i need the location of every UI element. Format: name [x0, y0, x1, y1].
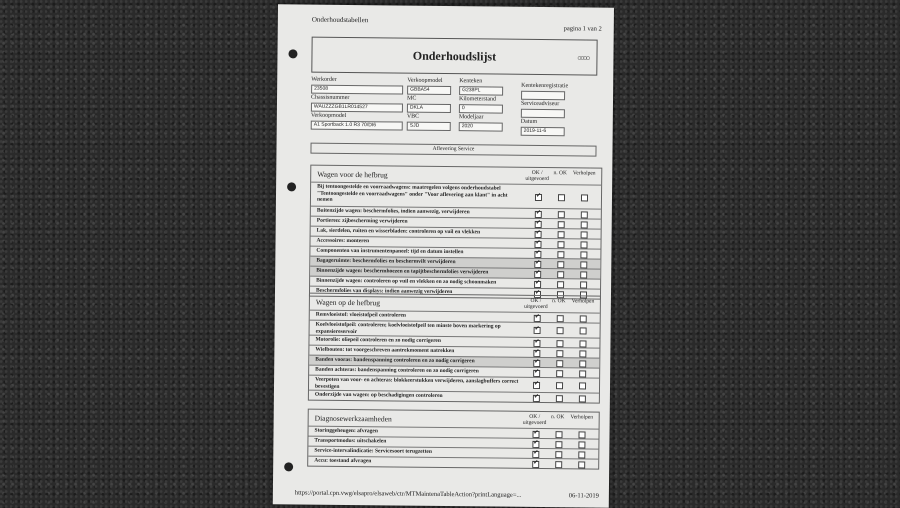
- verholpen-checkbox[interactable]: [579, 360, 586, 367]
- modeljaar-value: 2020: [459, 122, 503, 131]
- checklist-item-label: Veerpoten van voor- en achteras: blokkeerstukken verwijderen, aanslagbuffers correct bevestigen: [314, 376, 519, 390]
- vehicle-info: [310, 76, 595, 135]
- nok-checkbox[interactable]: [557, 281, 564, 288]
- column-header-nok: n. OK: [552, 298, 566, 305]
- ok-checkbox[interactable]: [534, 280, 541, 287]
- checklist-item-label: Buitenzijde wagen: beschermfolies, indien aanwezig, verwijderen: [316, 207, 470, 216]
- ok-checkbox[interactable]: [533, 349, 540, 356]
- column-header-ok: OK / uitgevoerd: [522, 413, 547, 427]
- kenteken-value: G238PL: [459, 86, 503, 95]
- ok-checkbox[interactable]: [532, 440, 539, 447]
- checklist-item-label: Componenten van instrumentenpaneel: tijd en datum instellen: [316, 247, 464, 256]
- vbc-label: VBC: [406, 113, 420, 120]
- adviseur-value: [521, 109, 565, 118]
- section: [307, 409, 600, 470]
- nok-checkbox[interactable]: [556, 370, 563, 377]
- kenteken-label: Kenteken: [459, 78, 483, 85]
- verkoopmodel-label: Verkoopmodel: [310, 112, 347, 119]
- checklist-item-label: Accessoires: monteren: [316, 237, 370, 245]
- checklist-item-label: Portieren: zijbescherming verwijderen: [316, 217, 408, 225]
- column-header-ok: OK / uitgevoerd: [525, 169, 549, 183]
- header-left: Onderhoudstabellen: [311, 15, 369, 25]
- nok-checkbox[interactable]: [555, 451, 562, 458]
- nok-checkbox[interactable]: [558, 231, 565, 238]
- checklist-row: [308, 456, 598, 469]
- column-header-nok: n. OK: [553, 170, 568, 177]
- verholpen-checkbox[interactable]: [579, 350, 586, 357]
- mc-label: MC: [406, 95, 417, 102]
- checklist-item-label: Motorolie: oliepeil controleren en zo nodig corrigeren: [315, 336, 441, 344]
- kentekenreg-value: [521, 91, 565, 100]
- checklist-item-label: Beschermfolies van displays: indien aanwezig verwijderen: [315, 287, 453, 296]
- page-title: Onderhoudslijst: [412, 48, 497, 64]
- ok-checkbox[interactable]: [534, 314, 541, 321]
- section-title: Diagnosewerkzaamheden: [314, 413, 392, 424]
- checklist-item-label: Service-intervalindicatie: Servicesoort terugzetten: [314, 447, 432, 455]
- ok-checkbox[interactable]: [535, 230, 542, 237]
- verholpen-checkbox[interactable]: [578, 451, 585, 458]
- column-header-ok: OK / uitgevoerd: [524, 297, 548, 311]
- verholpen-checkbox[interactable]: [579, 340, 586, 347]
- ok-checkbox[interactable]: [532, 450, 539, 457]
- nok-checkbox[interactable]: [558, 194, 565, 201]
- section: [308, 293, 601, 404]
- nok-checkbox[interactable]: [556, 340, 563, 347]
- km-label: Kilometerstand: [458, 96, 497, 103]
- ok-checkbox[interactable]: [532, 430, 539, 437]
- ok-checkbox[interactable]: [534, 240, 541, 247]
- verholpen-checkbox[interactable]: [578, 441, 585, 448]
- ok-checkbox[interactable]: [534, 260, 541, 267]
- title-box: [311, 37, 597, 76]
- nok-checkbox[interactable]: [558, 221, 565, 228]
- section-title: Wagen op de hefbrug: [315, 297, 381, 308]
- verholpen-checkbox[interactable]: [581, 211, 588, 218]
- checklist-item-label: Lak, sierdelen, ruiten en wisserbladen: controleren op vuil en vlekken: [316, 227, 481, 236]
- column-header-nok: n. OK: [550, 414, 565, 421]
- checklist-row: [311, 182, 601, 209]
- verholpen-checkbox[interactable]: [581, 194, 588, 201]
- verholpen-checkbox[interactable]: [580, 271, 587, 278]
- chassis-label: Chassisnummer: [311, 94, 350, 101]
- checklist-item-label: Onderzijde van wagen: op beschadigingen controleren: [314, 391, 443, 399]
- kentekenreg-label: Kentekenregistratie: [521, 82, 569, 90]
- column-header-verholpen: Verholpen: [570, 414, 594, 421]
- page-number: pagina 1 van 2: [563, 25, 602, 33]
- nok-checkbox[interactable]: [557, 251, 564, 258]
- verkoopmodel-code-value: GBBA54: [407, 86, 451, 95]
- ok-checkbox[interactable]: [535, 193, 542, 200]
- checklist-row: [309, 390, 599, 403]
- section: [309, 165, 602, 300]
- km-value: 0: [459, 104, 503, 113]
- column-header-verholpen: Verholpen: [572, 170, 596, 177]
- nok-checkbox[interactable]: [556, 395, 563, 402]
- mc-value: DKLA: [407, 104, 451, 113]
- checklist-item-label: Bij tentoongestelde en voorraadwagens: maatregelen volgens onderhoudstabel "Tentoongestelde en voorraadwagens" onder "Voor aflevering aan klant" in acht nemen: [316, 183, 508, 203]
- ok-checkbox[interactable]: [534, 250, 541, 257]
- verholpen-checkbox[interactable]: [580, 241, 587, 248]
- punch-hole: [287, 182, 296, 191]
- service-type: Aflevering Service: [310, 143, 596, 157]
- datum-value: 2019-11-6: [521, 127, 565, 136]
- chassis-value: WAUZZZGB1LR014527: [311, 103, 403, 113]
- maintenance-sheet: [273, 4, 614, 507]
- nok-checkbox[interactable]: [556, 382, 563, 389]
- checklist-item-label: Koelvloeistofpeil: controleren; koelvloeistofpeil ten minste boven markering op expansiereservoir: [315, 321, 501, 335]
- ok-checkbox[interactable]: [533, 339, 540, 346]
- adviseur-label: Serviceadviseur: [520, 100, 560, 108]
- ok-checkbox[interactable]: [532, 460, 539, 467]
- nok-checkbox[interactable]: [557, 261, 564, 268]
- verholpen-checkbox[interactable]: [579, 395, 586, 402]
- datum-label: Datum: [520, 118, 538, 125]
- verholpen-checkbox[interactable]: [580, 261, 587, 268]
- werkorder-label: Werkorder: [311, 76, 337, 83]
- modeljaar-label: Modeljaar: [458, 114, 484, 121]
- nok-checkbox[interactable]: [557, 327, 564, 334]
- checklist-item-label: Wielbouten: tot voorgeschreven aantrekmoment natrekken: [315, 346, 455, 355]
- nok-checkbox[interactable]: [555, 431, 562, 438]
- nok-checkbox[interactable]: [555, 441, 562, 448]
- ok-checkbox[interactable]: [533, 382, 540, 389]
- verholpen-checkbox[interactable]: [578, 431, 585, 438]
- verholpen-checkbox[interactable]: [579, 370, 586, 377]
- nok-checkbox[interactable]: [555, 461, 562, 468]
- footer-date: 06-11-2019: [568, 492, 599, 500]
- checklist-item-label: Storinggeheugen: afvragen: [314, 427, 378, 435]
- ok-checkbox[interactable]: [533, 359, 540, 366]
- verholpen-checkbox[interactable]: [578, 461, 585, 468]
- verholpen-checkbox[interactable]: [581, 231, 588, 238]
- verholpen-checkbox[interactable]: [581, 221, 588, 228]
- ok-checkbox[interactable]: [533, 394, 540, 401]
- ok-checkbox[interactable]: [533, 369, 540, 376]
- brand-logo-icon: ○○○○: [577, 53, 589, 63]
- checklist-item-label: Bagageruimte: beschermfolies en beschermvilt verwijderen: [316, 257, 456, 266]
- column-header-verholpen: Verholpen: [571, 298, 595, 305]
- checklist-item-label: Binnenzijde wagen: controleren op vuil en vlekken en zo nodig schoonmaken: [316, 277, 497, 286]
- checklist-item-label: Remvloeistof: vloeistofpeil controleren: [315, 311, 407, 319]
- ok-checkbox[interactable]: [534, 327, 541, 334]
- verkoopmodel-value: A1 Sportback 1.0 R3 70/DI6: [311, 121, 403, 131]
- verholpen-checkbox[interactable]: [580, 281, 587, 288]
- nok-checkbox[interactable]: [557, 315, 564, 322]
- checklist-item-label: Accu: toestand afvragen: [314, 457, 372, 465]
- ok-checkbox[interactable]: [535, 220, 542, 227]
- checklist-item-label: Transportmodus: uitschakelen: [314, 437, 387, 445]
- verkoopmodel-code-label: Verkoopmodel: [407, 77, 443, 84]
- nok-checkbox[interactable]: [558, 211, 565, 218]
- footer-url: https://portal.cpn.vwg/elsapro/elsaweb/ctr/MTMaintenaTableAction?printLanguage=...: [294, 489, 522, 499]
- nok-checkbox[interactable]: [557, 241, 564, 248]
- vbc-value: SJD: [407, 122, 451, 131]
- checklist-item-label: Binnenzijde wagen: beschermhoezen en tapijtbeschermfolies verwijderen: [316, 267, 489, 276]
- nok-checkbox[interactable]: [557, 271, 564, 278]
- nok-checkbox[interactable]: [556, 350, 563, 357]
- checklist-item-label: Banden achteras: bandenspanning controleren en zo nodig corrigeren: [315, 366, 479, 375]
- checklist-item-label: Banden vooras: bandenspanning controleren en zo nodig corrigeren: [315, 356, 475, 365]
- nok-checkbox[interactable]: [556, 360, 563, 367]
- ok-checkbox[interactable]: [535, 210, 542, 217]
- verholpen-checkbox[interactable]: [580, 315, 587, 322]
- verholpen-checkbox[interactable]: [579, 382, 586, 389]
- verholpen-checkbox[interactable]: [580, 327, 587, 334]
- verholpen-checkbox[interactable]: [580, 251, 587, 258]
- section-title: Wagen voor de hefbrug: [317, 169, 388, 180]
- punch-hole: [284, 462, 293, 471]
- punch-hole: [288, 49, 297, 58]
- ok-checkbox[interactable]: [534, 270, 541, 277]
- werkorder-value: 23508: [311, 85, 403, 95]
